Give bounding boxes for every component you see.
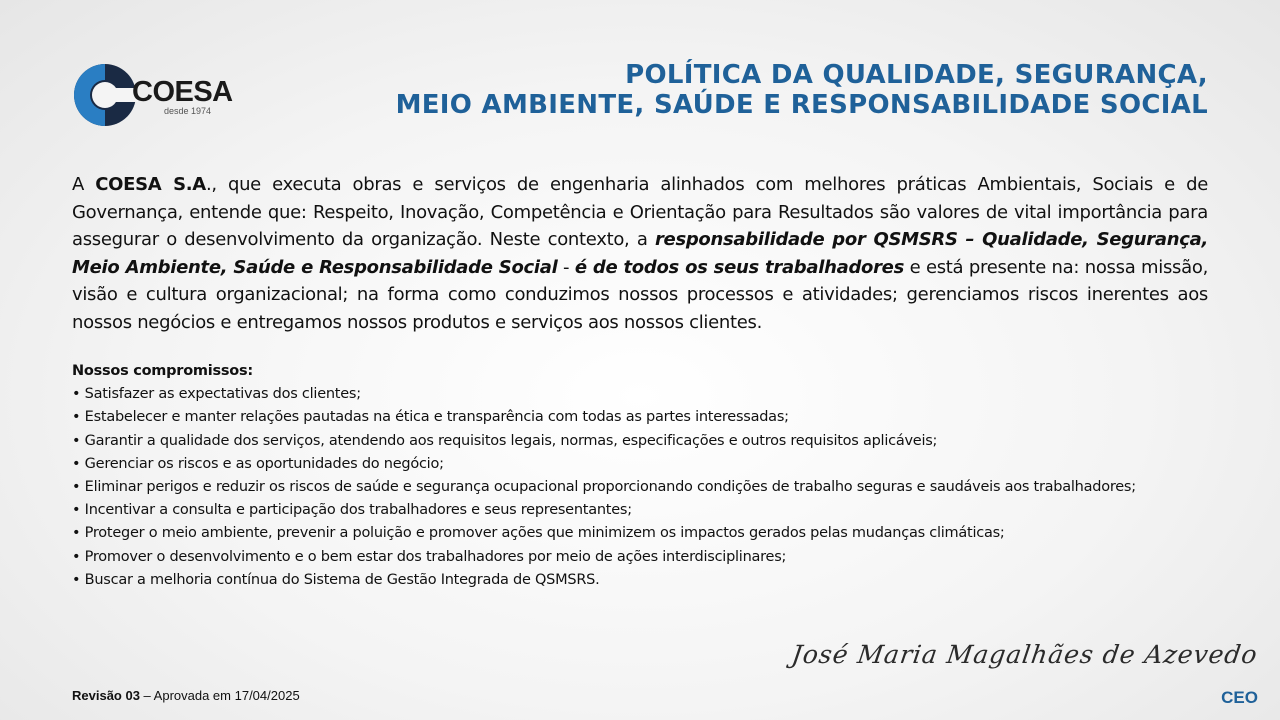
list-item: • Satisfazer as expectativas dos clientes; xyxy=(72,386,361,403)
logo-tagline: desde 1974 xyxy=(164,106,212,116)
list-item: • Eliminar perigos e reduzir os riscos de saúde e segurança ocupacional proporcionando condições de trabalho seguras e saudáveis aos trabalhadores; xyxy=(72,479,1136,496)
signatory-role: CEO xyxy=(1221,688,1258,707)
list-item: • Garantir a qualidade dos serviços, atendendo aos requisitos legais, normas, especificações e outros requisitos aplicáveis; xyxy=(72,432,938,449)
commitments-heading: Nossos compromissos: xyxy=(72,363,253,379)
list-item: • Incentivar a consulta e participação dos trabalhadores e seus representantes; xyxy=(72,502,632,519)
logo-wordmark: COESA xyxy=(132,76,233,108)
list-item: • Estabelecer e manter relações pautadas na ética e transparência com todas as partes interessadas; xyxy=(72,409,789,426)
coesa-logo-icon xyxy=(72,62,138,128)
intro-emphasis-1: responsabilidade por QSMSRS – Qualidade, Segurança, Meio Ambiente, Saúde e Responsabilidade Social xyxy=(72,229,1208,278)
list-item: • Gerenciar os riscos e as oportunidades do negócio; xyxy=(72,455,444,472)
revision-footer xyxy=(72,688,300,703)
intro-paragraph xyxy=(72,171,1208,336)
intro-text-4: e está presente na: nossa missão, visão e cultura organizacional; na forma como conduzimos nossos processos e atividades; gerenciamos riscos inerentes aos nossos negócios e entregamos nossos produtos e serviços aos nossos clientes. xyxy=(72,256,1208,333)
list-item: • Promover o desenvolvimento e o bem estar dos trabalhadores por meio de ações interdisciplinares; xyxy=(72,548,787,565)
list-item: • Proteger o meio ambiente, prevenir a poluição e promover ações que minimizem os impactos gerados pelas mudanças climáticas; xyxy=(72,525,1005,542)
list-item: • Buscar a melhoria contínua do Sistema de Gestão Integrada de QSMSRS. xyxy=(72,571,600,588)
ceo-signature: José Maria Magalhães de Azevedo xyxy=(790,640,1261,669)
intro-text-1: A xyxy=(72,174,96,195)
approval-date: – Aprovada em 17/04/2025 xyxy=(139,688,300,703)
commitments-section xyxy=(72,360,1208,592)
company-logo xyxy=(72,62,233,128)
intro-text-2: ., que executa obras e serviços de engenharia alinhados com melhores práticas Ambientais, Sociais e de Governança, entende que: Respeito, Inovação, Competência e Orientação para Resultados são valores de vital importância para assegurar o desenvolvimento da organização. Neste contexto, a xyxy=(72,174,1208,250)
intro-text-3: - xyxy=(557,256,575,278)
company-name: COESA S.A xyxy=(95,174,206,195)
title-line-2: MEIO AMBIENTE, SAÚDE E RESPONSABILIDADE SOCIAL xyxy=(395,90,1208,120)
revision-number: Revisão 03 xyxy=(72,688,140,703)
intro-emphasis-2: é de todos os seus trabalhadores xyxy=(574,256,904,278)
title-line-1: POLÍTICA DA QUALIDADE, SEGURANÇA, xyxy=(625,60,1208,90)
page-title xyxy=(396,60,1208,120)
